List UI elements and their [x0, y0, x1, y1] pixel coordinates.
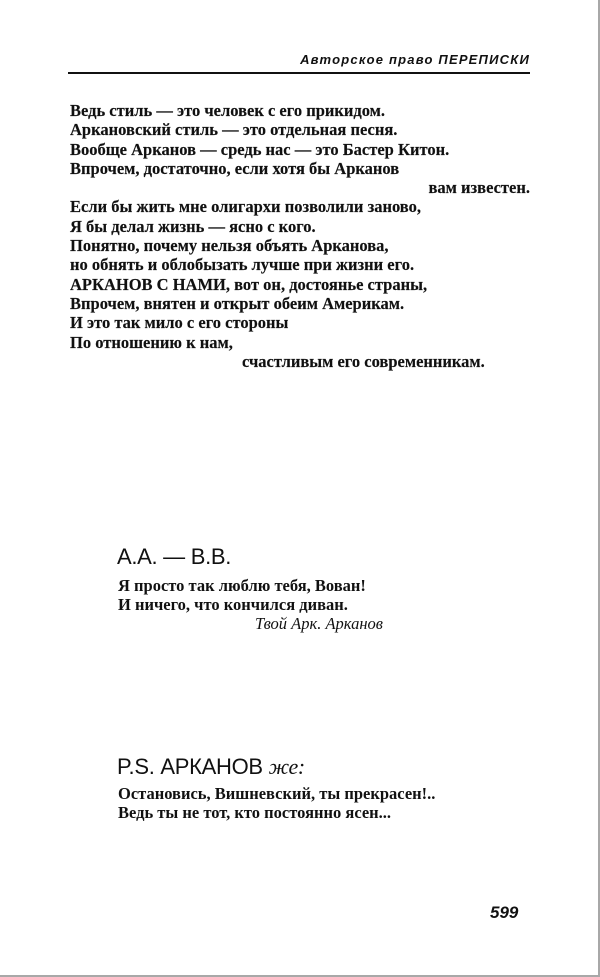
poem-line: Впрочем, достаточно, если хотя бы Арканов: [70, 158, 400, 178]
section-heading-aa-vv: А.А. — В.В.: [117, 544, 232, 569]
poem-line: Вообще Арканов — средь нас — это Бастер Китон.: [70, 139, 450, 159]
poem-line: Ведь стиль — это человек с его прикидом.: [70, 101, 386, 120]
poem-line: вам известен.: [428, 178, 530, 198]
section-heading-ps: [117, 754, 305, 780]
poem-line: АРКАНОВ С НАМИ, вот он, достоянье страны,: [70, 274, 428, 294]
poem-line: Я бы делал жизнь — ясно с кого.: [70, 216, 316, 236]
poem-line: И ничего, что кончился диван.: [118, 595, 348, 614]
running-head: [68, 52, 530, 74]
section-heading-ps-main: P.S. АРКАНОВ: [117, 754, 269, 779]
poem-ps: [118, 784, 435, 822]
poem-line: Если бы жить мне олигархи позволили заново,: [70, 197, 421, 217]
poem-line: счастливым его современникам.: [242, 351, 485, 371]
poem-line: Аркановский стиль — это отдельная песня.: [70, 120, 398, 140]
poem-line: Ведь ты не тот, кто постоянно ясен...: [118, 803, 392, 822]
poem-aa-vv: [118, 576, 383, 633]
poem-line: Понятно, почему нельзя объять Арканова,: [70, 236, 389, 256]
poem-line: Впрочем, внятен и открыт обеим Америкам.: [70, 293, 405, 313]
poem-signature: Твой Арк. Арканов: [255, 614, 383, 633]
poem-line: Остановись, Вишневский, ты прекрасен!..: [118, 784, 436, 803]
poem-line: И это так мило с его стороны: [70, 313, 289, 333]
poem-line: Я просто так люблю тебя, Вован!: [118, 576, 366, 595]
section-heading-ps-suffix: же:: [268, 754, 305, 779]
main-poem: [70, 101, 530, 371]
poem-line: но обнять и облобызать лучше при жизни его.: [70, 255, 415, 275]
running-head-title: Авторское право ПЕРЕПИСКИ: [300, 52, 530, 67]
page-number: 599: [490, 903, 519, 922]
poem-line: По отношению к нам,: [70, 332, 233, 352]
